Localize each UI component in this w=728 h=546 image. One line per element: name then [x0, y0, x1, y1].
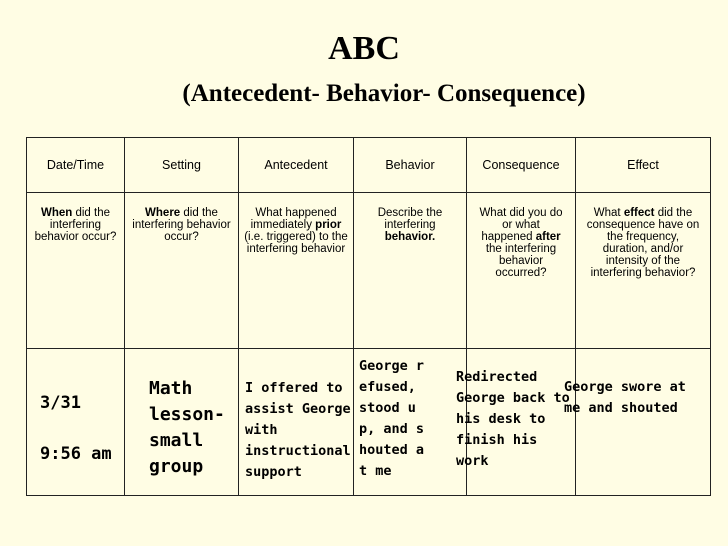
entry-effect-cell	[564, 349, 711, 496]
description-row	[27, 193, 711, 349]
entry-consequence-cell	[456, 349, 576, 496]
desc-behavior: Describe the interfering behavior.	[354, 193, 467, 349]
header-behavior: Behavior	[354, 138, 467, 193]
header-date-time: Date/Time	[27, 138, 125, 193]
header-setting: Setting	[125, 138, 239, 193]
desc-date-time: When did the interfering behavior occur?	[27, 193, 125, 349]
desc-setting: Where did the interfering behavior occur?	[125, 193, 239, 349]
entry-effect: George swore at me and shouted	[564, 379, 686, 416]
desc-consequence: What did you do or what happened after the interfering behavior occurred?	[467, 193, 576, 349]
desc-effect: What effect did the consequence have on the frequency, duration, and/or intensity of the interfering behavior?	[576, 193, 711, 349]
abc-table	[26, 137, 711, 496]
header-consequence: Consequence	[467, 138, 576, 193]
entry-consequence: Redirected George back to his desk to finish his work	[456, 369, 570, 469]
header-antecedent: Antecedent	[239, 138, 354, 193]
header-row	[27, 138, 711, 193]
entry-antecedent-cell	[239, 349, 354, 496]
page-title: ABC	[328, 30, 400, 67]
entry-date: 3/31	[40, 393, 81, 413]
entry-setting: Math lesson- small group	[149, 378, 225, 477]
entry-row	[27, 349, 711, 496]
entry-behavior: George refused, stood up, and shouted at me	[359, 358, 425, 479]
entry-time: 9:56 am	[40, 444, 112, 464]
entry-antecedent: I offered to assist George with instructional support	[245, 380, 351, 480]
desc-antecedent: What happened immediately prior (i.e. triggered) to the interfering behavior	[239, 193, 354, 349]
header-effect: Effect	[576, 138, 711, 193]
entry-behavior-cell	[354, 349, 467, 496]
entry-setting-cell	[125, 349, 239, 496]
entry-date-time-cell	[27, 349, 125, 496]
page-subtitle: (Antecedent- Behavior- Consequence)	[182, 80, 586, 107]
